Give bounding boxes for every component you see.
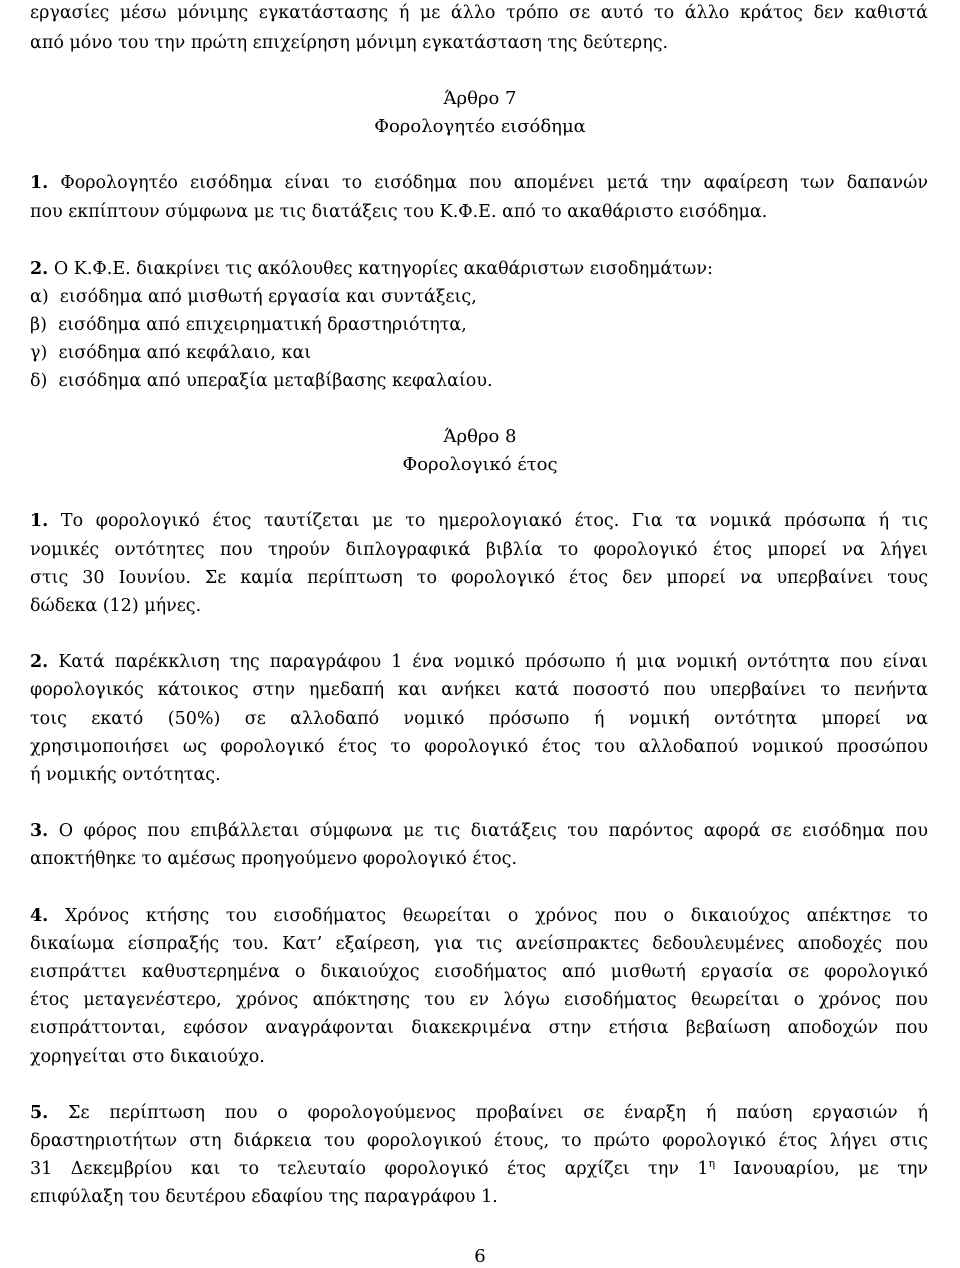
paragraph-line: 1. Το φορολογικό έτος ταυτίζεται με το ημερολογιακό έτος. Για τα νομικά πρόσωπα ή τις [30, 511, 928, 531]
paragraph-number: 2. [30, 259, 49, 279]
list-item: γ) εισόδημα από κεφάλαιο, και [30, 343, 312, 363]
paragraph-line: δώδεκα (12) μήνες. [30, 596, 202, 616]
paragraph-line: δικαίωμα είσπραξής του. Κατ’ εξαίρεση, για τις ανείσπρακτες δεδουλευμένες αποδοχές που [30, 934, 928, 954]
intro-line: εργασίες μέσω μόνιμης εγκατάστασης ή με άλλο τρόπο σε αυτό το άλλο κράτος δεν καθιστά [30, 3, 928, 23]
paragraph-line: εισπράττει καθυστερημένα ο δικαιούχος εισοδήματος από μισθωτή εργασία σε φορολογικό [30, 962, 928, 982]
article-8-heading: Άρθρο 8 [443, 426, 517, 447]
paragraph-line: 4. Χρόνος κτήσης του εισοδήματος θεωρείται ο χρόνος που ο δικαιούχος απέκτησε το [30, 906, 928, 926]
paragraph-number: 4. [30, 906, 49, 926]
paragraph-line: φορολογικός κάτοικος στην ημεδαπή και ανήκει κατά ποσοστό που υπερβαίνει το πενήντα [30, 680, 928, 700]
paragraph-line: τοις εκατό (50%) σε αλλοδαπό νομικό πρόσωπο ή νομική οντότητα μπορεί να [30, 709, 928, 729]
paragraph-line: 31 Δεκεμβρίου και το τελευταίο φορολογικό έτος αρχίζει την $1^\eta$ Ιανουαρίου, με την [30, 1157, 929, 1179]
superscript: η [708, 1157, 716, 1171]
paragraph-line: εισπράττονται, εφόσον αναγράφονται διακεκριμένα στην ετήσια βεβαίωση αποδοχών που [30, 1018, 928, 1038]
list-item: α) εισόδημα από μισθωτή εργασία και συντάξεις, [30, 287, 477, 307]
paragraph-line: νομικές οντότητες που τηρούν διπλογραφικά βιβλία το φορολογικό έτος μπορεί να λήγει [30, 540, 928, 560]
paragraph-line: έτος μεταγενέστερο, χρόνος απόκτησης του εν λόγω εισοδήματος θεωρείται ο χρόνος που [30, 990, 928, 1010]
paragraph-line: αποκτήθηκε το αμέσως προηγούμενο φορολογικό έτος. [30, 849, 518, 869]
article-8-title: Φορολογικό έτος [402, 454, 558, 475]
paragraph-line: 2. Κατά παρέκκλιση της παραγράφου 1 ένα νομικό πρόσωπο ή μια νομική οντότητα που είναι [30, 652, 928, 672]
paragraph-number: 2. [30, 652, 49, 672]
paragraph-line: δραστηριοτήτων στη διάρκεια του φορολογικού έτους, το πρώτο φορολογικό έτος λήγει στις [30, 1131, 928, 1151]
paragraph-number: 5. [30, 1103, 49, 1123]
list-item: δ) εισόδημα από υπεραξία μεταβίβασης κεφαλαίου. [30, 371, 493, 391]
paragraph-line: χορηγείται στο δικαιούχο. [30, 1047, 265, 1067]
paragraph-line: που εκπίπτουν σύμφωνα με τις διατάξεις του Κ.Φ.Ε. από το ακαθάριστο εισόδημα. [30, 202, 768, 222]
page-number: 6 [474, 1246, 486, 1267]
article-7-title: Φορολογητέο εισόδημα [374, 116, 586, 137]
paragraph-line: ή νομικής οντότητας. [30, 765, 221, 785]
intro-line: από μόνο του την πρώτη επιχείρηση μόνιμη εγκατάσταση της δεύτερης. [30, 33, 669, 53]
paragraph-number: 1. [30, 511, 49, 531]
paragraph-line: επιφύλαξη του δευτέρου εδαφίου της παραγράφου 1. [30, 1187, 498, 1207]
paragraph-line: 2. Ο Κ.Φ.Ε. διακρίνει τις ακόλουθες κατηγορίες ακαθάριστων εισοδημάτων: [30, 259, 713, 279]
paragraph-number: 3. [30, 821, 49, 841]
paragraph-line: 1. Φορολογητέο εισόδημα είναι το εισόδημα που απομένει μετά την αφαίρεση των δαπανών [30, 173, 928, 193]
article-7-heading: Άρθρο 7 [443, 88, 517, 109]
list-item: β) εισόδημα από επιχειρηματική δραστηριότητα, [30, 315, 467, 335]
paragraph-line: χρησιμοποιήσει ως φορολογικό έτος το φορολογικό έτος του αλλοδαπού νομικού προσώπου [30, 737, 928, 757]
paragraph-line: 3. Ο φόρος που επιβάλλεται σύμφωνα με τις διατάξεις του παρόντος αφορά σε εισόδημα που [30, 821, 928, 841]
paragraph-line: 5. Σε περίπτωση που ο φορολογούμενος προβαίνει σε έναρξη ή παύση εργασιών ή [30, 1103, 928, 1123]
paragraph-line: στις 30 Ιουνίου. Σε καμία περίπτωση το φορολογικό έτος δεν μπορεί να υπερβαίνει τους [30, 568, 928, 588]
paragraph-number: 1. [30, 173, 49, 193]
